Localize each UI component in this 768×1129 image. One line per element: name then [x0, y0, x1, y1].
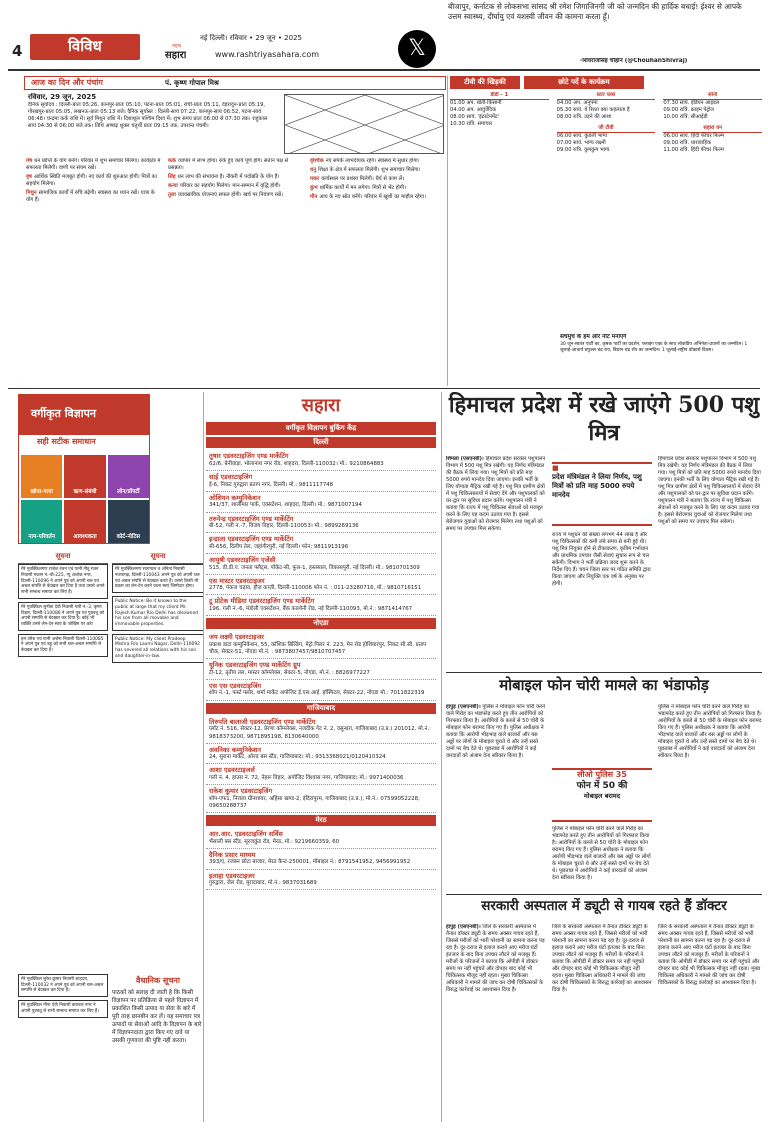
agent-address: 341/37, शालीमार पार्क, एक्सटेंशन, शाहदरा, दिल्ली। मो.: 9871007194: [209, 502, 362, 509]
mobile-col-3: पुलिस ने मोबाइल फोन चोरी करने वाले गिरोह का भंडाफोड़ करते हुए तीन आरोपियों को गिरफ्तार किया है। आरोपियों के कब्जे से 50 चोरी के मोबाइल फोन बरामद किए गए हैं। पुलिस अधीक्षक ने बताया कि आरोपी भीड़भाड़ वाले बाजारों और बस अड्डों पर लोगों के मोबाइल चुराते थे और उन्हें सस्ते दामों पर बेच देते थे। पूछताछ में आरोपियों ने कई वारदातों को अंजाम देना स्वीकार किया है।: [658, 704, 762, 760]
classified-title: वर्गीकृत विज्ञापन: [31, 407, 96, 420]
legal-notice: मेरे मुवक्किल मीना देवी निवासी करावल नगर ने अपनी पुत्रवधू से सभी सम्बन्ध समाप्त कर लिए हैं।: [18, 1000, 108, 1017]
booking-agent: [206, 828, 436, 849]
agent-name: इलाहा एडवरटाइजर: [209, 871, 255, 880]
cattle-col-1: [446, 456, 546, 668]
sign-text: व्यापार में लाभ होगा। रुके हुए कार्य पूर्ण होंगे। संतान पक्ष से प्रसन्नता।: [168, 158, 289, 172]
mobile-dateline: हापुड़ (एसएनबी)।: [446, 704, 481, 710]
tv-program: 11.00 रात्रि. हिंदी फीचर फिल्म: [663, 147, 724, 154]
booking-agent: [206, 595, 436, 616]
legal-notice: मेरे मुवक्किल सुनीता देवी निवासी गली नं.-3, कृष्ण विहार, दिल्ली-110086 ने अपने पुत्र एवं पुत्रवधू को अपनी सम्पत्ति से बेदखल कर दिया है। कोई भी व्यक्ति उनसे लेन-देन स्वयं के जोखिम पर करे।: [18, 602, 108, 631]
booking-agent: [206, 785, 436, 813]
agent-name: तुषार एडवरटाइजिंग एण्ड मार्केटिंग: [209, 452, 289, 461]
doctor-body: जिले के सरकारी अस्पताल में तैनात डॉक्टर ड्यूटी के समय अक्सर गायब रहते हैं, जिससे मरीजों को भारी परेशानी का सामना करना पड़ रहा है। दूर-दराज से इलाज कराने आए मरीज घंटों इंतजार के बाद बिना उपचार लौटने को मजबूर हैं। मरीजों के परिजनों ने बताया कि ओपीडी में डॉक्टर समय पर नहीं पहुंचते और दोपहर बाद कोई भी चिकित्सक मौजूद नहीं रहता। मुख्य चिकित्सा अधिकारी ने मामले की जांच कर दोषी चिकित्सकों के विरुद्ध कार्रवाई का आश्वासन दिया है।: [446, 924, 545, 994]
cattle-col-3: हिमाचल प्रदेश सरकार पशुपालन विभाग में 500 पशु मित्र रखेगी। यह निर्णय मंत्रिमंडल की बैठक में लिया गया। पशु मित्रों को प्रति माह 5000 रुपये मानदेय दिया जाएगा। इनकी भर्ती के लिए योग्यता मैट्रिक रखी गई है। पशु मित्र ग्रामीण क्षेत्रों में पशु चिकित्सालयों में सेवाएं देंगे और पशुपालकों को घर-द्वार पर सुविधा प्रदान करेंगे। पशुपालन मंत्री ने बताया कि राज्य में पशु चिकित्सा सेवाओं को मजबूत करने के लिए यह कदम उठाया गया है। इससे बेरोजगार युवाओं को रोजगार मिलेगा तथा पशुओं को समय पर उपचार मिल सकेगा।: [658, 456, 761, 526]
agent-address: 2778, पंकज चढ़ाव, हौज़ काज़ी, दिल्ली-110006 फोन नं. : 011-23280716, मो.: 9810716151: [209, 585, 422, 592]
booking-list: [206, 437, 436, 890]
sign-name: कुंभ: [310, 185, 318, 192]
agent-address: 393/ए, रजबन छोटा बाजार, मेरठ कैन्ट-250001, मोबाइल नं.: 8791541952, 9456991952: [209, 859, 411, 866]
agent-address: 62/6, बेनीवाड़ा, भोलानाथ नगर रोड, शाहदरा, दिल्ली-110032। मो.: 9210864883: [209, 461, 384, 468]
legal-notice: हम उमेश एवं पत्नी अर्चना निवासी दिल्ली-110085 ने अपने पुत्र एवं बहू को सभी चल-अचल सम्पत्ति से बेदखल कर दिया है।: [18, 634, 108, 657]
notice-head-mid: सूचना: [112, 550, 204, 564]
agent-address: बी-52, गली न.-7, विजय विहार, दिल्ली-110053। मो.: 9899269136: [209, 523, 359, 530]
classified-category[interactable]: [21, 455, 62, 498]
booking-agent: [206, 631, 436, 659]
tv-channel: [557, 125, 656, 154]
agent-address: 24, सुराना मार्केट, ओल्ड बस स्टैंड, गाजियाबाद। मो.: 9313368021/0120410324: [209, 754, 386, 761]
doctor-col-2: जिले के सरकारी अस्पताल में तैनात डॉक्टर ड्यूटी के समय अक्सर गायब रहते हैं, जिससे मरीजों को भारी परेशानी का सामना करना पड़ रहा है। दूर-दराज से इलाज कराने आए मरीज घंटों इंतजार के बाद बिना उपचार लौटने को मजबूर हैं। मरीजों के परिजनों ने बताया कि ओपीडी में डॉक्टर समय पर नहीं पहुंचते और दोपहर बाद कोई भी चिकित्सक मौजूद नहीं रहता। मुख्य चिकित्सा अधिकारी ने मामले की जांच कर दोषी चिकित्सकों के विरुद्ध कार्रवाई का आश्वासन दिया है।: [552, 924, 652, 994]
sign-name: मकर: [310, 176, 320, 183]
x-post-text: बीजापुर, कर्नाटक से लोकसभा सांसद श्री रमेश जिगाजिनगी जी को जन्मदिन की हार्दिक बधाई! ईश्वर से आपके उत्तम स्वास्थ्य, दीर्घायु एवं यशस्वी जीवन की कामना करता हूँ।: [448, 2, 742, 21]
doctor-headline: सरकारी अस्पताल में ड्यूटी से गायब रहते हैं डॉक्टर: [481, 898, 727, 914]
horoscope-date: रविवार, 29 जून, 2025: [28, 93, 97, 101]
region-head: दिल्ली: [206, 437, 436, 448]
legal-head: वैधानिक सूचना: [112, 974, 204, 989]
notice-col-left: [18, 550, 108, 970]
x-post-signature: -शिवराजसिंह चौहान (@ChouhanShivraj): [580, 58, 688, 64]
legal-text: पाठकों को सलाह दी जाती है कि किसी विज्ञापन पर प्रतिक्रिया से पहले विज्ञापन में प्रकाशित किसी उत्पाद या सेवा के बारे में पूरी तरह छानबीन कर लें। यह समाचार पत्र उत्पादों या सेवाओं आदि के विज्ञापन के बारे में विज्ञापनदाता द्वारा किए गए दावे या उसकी गुणवत्ता की पुष्टि नहीं करता।: [112, 989, 202, 1045]
sign-text: परिवार का सहयोग मिलेगा। मान-सम्मान में वृद्धि होगी।: [179, 183, 281, 190]
agent-address: 515, डी.डी.ए. जनता फ्लैट्स, पॉकेट-सी, फुल-1, हस्तसाल, विकासपुरी, नई दिल्ली। मो.: 9810701309: [209, 564, 420, 571]
tv-channel: [663, 92, 762, 121]
tv-program: 08.00 रात्रि. उड़ने की आशा: [556, 114, 612, 121]
sign-entry: [168, 192, 304, 199]
mobile-col-2: पुलिस ने मोबाइल फोन चोरी करने वाले गिरोह का भंडाफोड़ करते हुए तीन आरोपियों को गिरफ्तार किया है। आरोपियों के कब्जे से 50 चोरी के मोबाइल फोन बरामद किए गए हैं। पुलिस अधीक्षक ने बताया कि आरोपी भीड़भाड़ वाले बाजारों और बस अड्डों पर लोगों के मोबाइल चुराते थे और उन्हें सस्ते दामों पर बेच देते थे। पूछताछ में आरोपियों ने कई वारदातों को अंजाम देना स्वीकार किया है।: [552, 826, 651, 882]
col-divider-2: [441, 392, 442, 1122]
classified-category[interactable]: [108, 455, 149, 498]
mobile-callout: [552, 768, 652, 822]
booking-agent: [206, 554, 436, 575]
doctor-col-3: जिले के सरकारी अस्पताल में तैनात डॉक्टर ड्यूटी के समय अक्सर गायब रहते हैं, जिससे मरीजों को भारी परेशानी का सामना करना पड़ रहा है। दूर-दराज से इलाज कराने आए मरीज घंटों इंतजार के बाद बिना उपचार लौटने को मजबूर हैं। मरीजों के परिजनों ने बताया कि ओपीडी में डॉक्टर समय पर नहीं पहुंचते और दोपहर बाद कोई भी चिकित्सक मौजूद नहीं रहता। मुख्य चिकित्सा अधिकारी ने मामले की जांच कर दोषी चिकित्सकों के विरुद्ध कार्रवाई का आश्वासन दिया है।: [658, 924, 761, 987]
booking-head: वर्गीकृत विज्ञापन बुकिंग केंद्र: [206, 422, 436, 435]
sign-entry: [26, 158, 162, 172]
tv-program: 01.00 अप. खेती-किसानी: [450, 100, 502, 107]
mobile-headline: मोबाइल फोन चोरी मामले का भंडाफोड़: [499, 676, 709, 694]
sign-name: मिथुन: [26, 190, 37, 197]
notices-section: [18, 550, 204, 1120]
booking-agent: [206, 492, 436, 513]
section-name: विविध: [68, 37, 102, 55]
agent-address: भैंसाली बस स्टैंड, सूरजकुंड रोड, मेरठ, मो.: 9219660359, 60: [209, 838, 340, 845]
tv-program: 05.30 सायं. ये रिश्ता क्या कहलाता है: [556, 107, 630, 114]
logo-main: सहारा: [165, 50, 187, 61]
mobile-callout-line3: मोबाइल बरामद: [583, 792, 621, 801]
agent-name: आयुषी एडवरटाइजिंग एजेंसी: [209, 555, 276, 564]
sign-name: वृष: [26, 174, 32, 181]
booking-agent: [206, 716, 436, 744]
sign-text: धन प्राप्ति के योग बनेंगे। परिवार में शुभ समाचार मिलेगा। कार्यक्षेत्र में सफलता मिलेगी। वाणी पर संयम रखें।: [26, 158, 161, 172]
tv-program: 04.00 अप. आयुर्वेदिक: [450, 107, 496, 114]
agent-name: आशा एडवरटाइजर्स: [209, 766, 255, 775]
booking-agent: [206, 680, 436, 701]
sign-name: धनु: [310, 167, 317, 174]
sign-text: धन लाभ की संभावना है। नौकरी में पदोन्नति के योग हैं।: [177, 174, 280, 181]
booking-section: [206, 394, 436, 1114]
sign-entry: [310, 185, 446, 192]
legal-box: [112, 974, 204, 1120]
sign-text: आय के नए स्रोत बनेंगे। परिवार में खुशी का माहौल रहेगा।: [319, 194, 426, 201]
agent-address: शॉप-एफ1, निराला ग्रीनशायर, अहिंसा खण्ड-2, इंदिरापुरम, गाजियाबाद (उ.प्र.), मो.नं.: 07599052228, 09650288737: [209, 795, 420, 809]
sign-entry: [168, 158, 304, 172]
booking-logo: सहारा: [301, 395, 341, 416]
cattle-headline: हिमाचल प्रदेश में रखे जाएंगे 500 पशु मित्र: [448, 392, 760, 446]
notices-mid-list: [112, 564, 204, 662]
agent-name: इन्द्राला एडवरटाइजिंग एण्ड मार्केटिंग: [209, 535, 294, 544]
mobile-col-1: [446, 704, 546, 890]
booking-agent: [206, 450, 436, 471]
col-divider-top: [447, 76, 448, 386]
cattle-col-2: राज्य में पशुधन की संख्या लगभग 44 लाख है और पशु चिकित्सकों की कमी लंबे समय से बनी हुई थी। पशु मित्र नियुक्त होने से टीकाकरण, कृत्रिम गर्भाधान और प्राथमिक उपचार जैसी सेवाएं सुचारु रूप से चल सकेंगी। विभाग ने भर्ती प्रक्रिया जल्द शुरू करने के निर्देश दिए हैं। चयन जिला स्तर पर गठित समिति द्वारा किया जाएगा और नियुक्ति एक वर्ष के अनुबंध पर होगी।: [552, 532, 651, 588]
doctor-dateline: हापुड़ (एसएनबी)।: [446, 924, 481, 930]
page-number: 4: [12, 42, 23, 60]
tv-program: 10.30 रात्रि. समाचार: [450, 121, 493, 128]
cattle-callout-icon: ■: [552, 464, 559, 472]
region-head: नोएडा: [206, 618, 436, 629]
booking-agent: [206, 870, 436, 891]
notice-col-mid: [112, 550, 204, 970]
horoscope-pandit: पं. कृष्ण गोपाल मिश्र: [165, 79, 219, 87]
tv-program: 08.00 सायं. 'इंटरटेनमेंट': [450, 114, 500, 121]
sign-text: शिक्षा के क्षेत्र में सफलता मिलेगी। शुभ समाचार मिलेगा।: [318, 167, 421, 174]
booking-agent: [206, 575, 436, 596]
agent-name: दैनिक प्रसार माध्यम: [209, 850, 256, 859]
sign-name: वृश्चिक: [310, 158, 324, 164]
agent-address: ई-6, निकट गुरुद्वारा प्रताप नगर, दिल्ली। मो.: 9811117748: [209, 481, 334, 488]
sign-text: कार्यस्थल पर प्रशंसा मिलेगी। धैर्य से काम लें।: [321, 176, 405, 183]
sign-name: मेष: [26, 158, 33, 164]
legal-notice: मेरे मुवक्किलगण सत्यपाल व अनिता निवासी नजफगढ़, दिल्ली-110043 अपने पुत्र को अपनी चल एवं अचल संपत्ति से बेदखल करते हैं। उससे किसी भी प्रकार का लेन-देन करने वाला स्वयं जिम्मेदार होगा।: [112, 564, 204, 593]
agent-name: एस मास्टर एडवरटाइजर: [209, 576, 265, 585]
agent-address: प्लॉट नं. 516, सेक्टर-12, प्रेरणा कॉम्प्लेक्स, नजदीक गेट नं. 2, वसुन्धरा, गाजियाबाद (उ.प्र.) 201012, मो.नं.: 9818373200, 9871895198, 8130640000: [209, 726, 431, 740]
birthday-heading: सचमुच के हम और नोट मनाएंगे: [560, 334, 627, 340]
tv-program: 07.30 सायं. इंडियन आइडल: [663, 100, 720, 107]
notices-left-list: [18, 564, 108, 657]
tv-channel: [663, 125, 762, 154]
agent-name: साई एडवरटाइजिंग: [209, 473, 253, 482]
mobile-callout-title: सीओ पुलिस 35: [577, 770, 627, 779]
tv-program: 04.00 अप. अनुपमा: [556, 100, 598, 107]
tv-channel-name: डीडी - 1: [450, 92, 549, 100]
classified-category-label: नाम-परिवर्तन: [28, 533, 55, 540]
legal-notice: मेरे मुवक्किलगण राजेश रंजन एवं पत्नी नीतू रंजन निवासी मकान नं.-बी-225, न्यू अशोक नगर, दिल्ली-110096 ने अपने पुत्र को अपनी चल एवं अचल संपत्ति से बेदखल कर दिया है तथा उससे अपने सभी सम्बन्ध समाप्त कर लिए हैं।: [18, 564, 108, 599]
doctor-col-1: [446, 924, 546, 1120]
tv-program: 09.00 रात्रि. धारावाहिक: [663, 140, 712, 147]
tv-program: 09.00 रात्रि. क्राइम पेट्रोल: [663, 107, 714, 114]
agent-name: जय लक्ष्मी एडवरटाइजर: [209, 633, 264, 642]
sign-entry: [26, 174, 162, 188]
tv-channel-name: सोनी: [663, 92, 762, 100]
classified-badge: [18, 394, 150, 544]
tv-channel: [450, 92, 549, 128]
agent-name: तिरुपति बालाजी एडवरटाइजिंग एण्ड मार्केटिंग: [209, 717, 316, 726]
agent-name: टू प्रोटेक मीडिया एडवरटाइजिंग एण्ड मार्केटिंग: [209, 597, 315, 606]
cattle-callout-text: प्रदेश मंत्रिमंडल ने लिया निर्णय, पशु मित्रों को प्रति माह 5000 रुपये मानदेय: [552, 473, 642, 500]
classified-category[interactable]: [64, 500, 105, 543]
col-divider-1: [203, 392, 204, 1122]
sign-list: [26, 158, 446, 204]
agent-address: प्रकाश डाटा कम्युनिकेशन, 55, कॉशिक बिल्डिंग, मेट्रो पिलर नं. 223, मेन रोड होशियारपुर, निकट सी.सी. प्रताप चौक, सेक्टर-51, नोएडा मो.नं. : 9873807457/9810707457: [209, 641, 427, 656]
rule-mobile: [446, 894, 762, 895]
agent-address: सी-656, दिलीप तेल, जहांगीरपुरी, नई दिल्ली। फोन: 9811913196: [209, 543, 349, 550]
kundali-chart: [284, 94, 444, 154]
agent-address: गुरुद्वारा, जेल रोड, मुरादाबाद, मो.नं.: 9837031689: [209, 880, 317, 887]
tv-channel-name: जी टीवी: [557, 125, 656, 133]
mobile-body: पुलिस ने मोबाइल फोन चोरी करने वाले गिरोह का भंडाफोड़ करते हुए तीन आरोपियों को गिरफ्तार किया है। आरोपियों के कब्जे से 50 चोरी के मोबाइल फोन बरामद किए गए हैं। पुलिस अधीक्षक ने बताया कि आरोपी भीड़भाड़ वाले बाजारों और बस अड्डों पर लोगों के मोबाइल चुराते थे और उन्हें सस्ते दामों पर बेच देते थे। पूछताछ में आरोपियों ने कई वारदातों को अंजाम देना स्वीकार किया है।: [446, 704, 545, 760]
notice-head-left: सूचना: [18, 550, 108, 564]
tv-program: 06.00 सायं. कुंडली भाग्य: [556, 133, 608, 140]
agent-name: राकेश कुमार एडवरटाइजिंग: [209, 787, 273, 796]
top-bottom-rule: [8, 388, 760, 389]
sign-name: कन्या: [168, 183, 178, 190]
booking-agent: [206, 764, 436, 785]
sign-entry: [168, 174, 304, 181]
classified-icon-grid: [21, 455, 149, 543]
sign-entry: [310, 194, 446, 201]
sign-entry: [26, 190, 162, 204]
classified-category[interactable]: [64, 455, 105, 498]
sign-entry: [310, 158, 446, 165]
tv-channel: [557, 92, 656, 121]
story-mobile: [446, 676, 762, 892]
cattle-dateline: शिमला (एसएनबी)।: [446, 456, 484, 462]
classified-category-label: खोया-पाया: [30, 488, 53, 495]
sign-entry: [168, 183, 304, 190]
agent-name: ओशियन कम्युनिकेशन: [209, 493, 261, 502]
sign-text: व्यावसायिक योजनाएं सफल होंगी। खर्च पर नियंत्रण रखें।: [177, 192, 283, 199]
horoscope-title: आज का दिन और पंचांग: [31, 78, 103, 87]
sign-text: नए संपर्क लाभदायक रहेंगे। स्वास्थ्य में सुधार होगा।: [325, 158, 420, 164]
classified-category-label: कोर्ट-नोटिस: [116, 533, 141, 540]
tv-head-left: टीवी की खिड़की: [450, 76, 520, 89]
sign-entry: [310, 167, 446, 174]
classified-badge-top: [19, 395, 149, 435]
birthday-strip: [560, 334, 760, 384]
masthead: [0, 0, 768, 70]
section-badge: [30, 34, 140, 60]
booking-agent: [206, 744, 436, 765]
date-line: नई दिल्ली। रविवार • 29 जून • 2025: [200, 34, 302, 42]
x-logo-icon: 𝕏: [398, 30, 436, 68]
tv-channel-list: [450, 92, 762, 332]
booking-agent: [206, 849, 436, 870]
agent-name: आर.आर. एडवरटाइजिंग सर्विस: [209, 830, 283, 839]
classified-category[interactable]: [21, 500, 62, 543]
tv-section: [450, 76, 762, 332]
legal-notice: Public Notice: My client Pradeep Mishra R/o Laxmi Nagar, Delhi-110092 has severed all relations with his son and daughter-in-law.: [112, 634, 204, 663]
tv-head-right: छोटे पर्दे के कार्यक्रम: [524, 76, 644, 89]
story-doctor: [446, 898, 762, 1122]
classified-category[interactable]: [108, 500, 149, 543]
rule-cattle: [446, 672, 762, 673]
horoscope-signs: [26, 158, 446, 304]
classified-category-label: लोन/प्रॉपर्टी: [117, 488, 140, 495]
sign-entry: [310, 176, 446, 183]
horoscope-intro: दैनिक सूर्योदय : दिल्ली-प्रातः 05:26, कानपुर-प्रातः 05:10, पटना-प्रातः 05:01, रांची-प्रातः 05:11, देहरादून-प्रातः 05:19, गोरखपुर-प्रातः 05:05, लखनऊ-प्रातः 05:13 बजे। दैनिक सूर्यास्त : दिल्ली-सायं 07:22, कानपुर-सायं 06:52, पटना-सायं 06:48। चन्द्रमा कर्क राशि में। सूर्य मिथुन राशि में। दिशाशूल पश्चिम दिशा में। शुभ समय प्रातः 06:00 से 07:30 तक। राहुकाल सायं 04:30 से 06:00 बजे तक। तिथि आषाढ़ शुक्ल चतुर्थी प्रातः 09:15 तक, उपरान्त पंचमी।: [28, 102, 268, 130]
booking-agent: [206, 471, 436, 492]
notice-col-bottom-left: [18, 974, 108, 1120]
masthead-rule: [8, 69, 760, 71]
sign-name: मीन: [310, 194, 318, 201]
mobile-callout-line2: फोन में 50 की: [576, 780, 628, 791]
cattle-callout: [552, 462, 652, 526]
tv-program: 07.00 सायं. भाग्य लक्ष्मी: [556, 140, 606, 147]
sign-name: सिंह: [168, 174, 176, 181]
horoscope-section: [24, 76, 446, 306]
agent-name: तरुनेन्द्र एडवरटाइजिंग एण्ड मार्केटिंग: [209, 514, 294, 523]
sign-text: आर्थिक स्थिति मजबूत होगी। नए कार्य की शुरुआत होगी। मित्रों का सहयोग मिलेगा।: [26, 174, 158, 188]
cattle-body: हिमाचल प्रदेश सरकार पशुपालन विभाग में 500 पशु मित्र रखेगी। यह निर्णय मंत्रिमंडल की बैठक में लिया गया। पशु मित्रों को प्रति माह 5000 रुपये मानदेय दिया जाएगा। इनकी भर्ती के लिए योग्यता मैट्रिक रखी गई है। पशु मित्र ग्रामीण क्षेत्रों में पशु चिकित्सालयों में सेवाएं देंगे और पशुपालकों को घर-द्वार पर सुविधा प्रदान करेंगे। पशुपालन मंत्री ने बताया कि राज्य में पशु चिकित्सा सेवाओं को मजबूत करने के लिए यह कदम उठाया गया है। इससे बेरोजगार युवाओं को रोजगार मिलेगा तथा पशुओं को समय पर उपचार मिल सकेगा।: [446, 456, 546, 533]
tv-program: 10.00 रात्रि. सीआईडी: [663, 114, 708, 121]
horoscope-header: [24, 76, 446, 90]
classified-subtitle: सही सटीक समाधान: [37, 437, 96, 446]
legal-notice: मेरे मुवक्किल सुरेश कुमार निवासी शाहदरा, दिल्ली-110032 ने अपने पुत्र को अपनी चल-अचल सम्पत्ति से बेदखल कर दिया है।: [18, 974, 108, 997]
tv-program: 06.00 सायं. हिंदी फीचर फिल्म: [663, 133, 725, 140]
booking-agent: [206, 533, 436, 554]
logo-small: राष्ट्रीय: [172, 44, 182, 49]
sign-text: सामाजिक कार्यों में रुचि बढ़ेगी। स्वास्थ्य का ध्यान रखें। यात्रा के योग हैं।: [26, 190, 155, 204]
classified-category-label: ऋण-संबंधी: [73, 488, 97, 495]
agent-name: एस एस एडवरटाइजिंग: [209, 681, 262, 690]
legal-notice: Public Notice: Be it known to the public at large that my client Mr. Rajesh Kumar R/o Delhi has disowned his son from all movable and immovable properties.: [112, 596, 204, 631]
agent-address: टी-12, तृतीय तल, मास्टर कॉम्प्लेक्स, सेक्टर-5, नोएडा, मो.नं. : 8826977227: [209, 669, 370, 676]
agent-address: गली नं. 4, हाउस नं. 72, नेहरू विहार, अपोजिट विश्वास नगर, गाजियाबाद। मो.: 9971400036: [209, 774, 404, 781]
sign-name: तुला: [168, 192, 176, 199]
agent-name: यूनिक एडवरटाइजिंग एण्ड मार्केटिंग ग्रुप: [209, 661, 301, 670]
agent-name: अवनिका कम्युनिकेशन: [209, 745, 261, 754]
kundali-diagram: [285, 95, 444, 154]
region-head: मेरठ: [206, 815, 436, 826]
notices-right-list: [18, 974, 108, 1018]
tv-program: 09.00 रात्रि. कुमकुम भाग्य: [556, 147, 610, 154]
booking-agent: [206, 659, 436, 680]
tv-channel-name: सहारा वन: [663, 125, 762, 133]
agent-address: शॉप नं.-1, फर्स्ट फ्लोर, शर्मा मार्केट अपोजिट ई.एस.आई. हॉस्पिटल, सेक्टर-22, नोएडा मो.: 7011822319: [209, 690, 425, 697]
tv-channel-name: स्टार प्लस: [557, 92, 656, 100]
classified-category-label: आवश्यकता: [73, 533, 97, 540]
agent-address: 196, गली नं.-6, मंडोली एक्सटेंशन, बैंक कालोनी रोड, नई दिल्ली-110093, मो.नं.: 9871414767: [209, 605, 413, 612]
story-cattle: [446, 392, 762, 670]
website-url[interactable]: www.rashtriyasahara.com: [215, 50, 320, 59]
region-head: गाजियाबाद: [206, 703, 436, 714]
birthday-text: 30 जून-स्वतंत्र पार्टी का, कृषक पार्टी का प्रदर्शन, फ्लाइंग एक्ट के साथ लोकप्रिय अभिनेता-प्रधानों का जन्मदिन। 1 जुलाई-आचार्य प्रफुल्ल चंद्र राय, बिधान चंद्र रॉय का जन्मदिन। 1 जुलाई-राष्ट्रीय डॉक्टर्स दिवस।: [560, 341, 748, 353]
sign-name: कर्क: [168, 158, 176, 164]
booking-agent: [206, 513, 436, 534]
sign-text: धार्मिक कार्यों में मन लगेगा। मित्रों से भेंट होगी।: [319, 185, 406, 192]
